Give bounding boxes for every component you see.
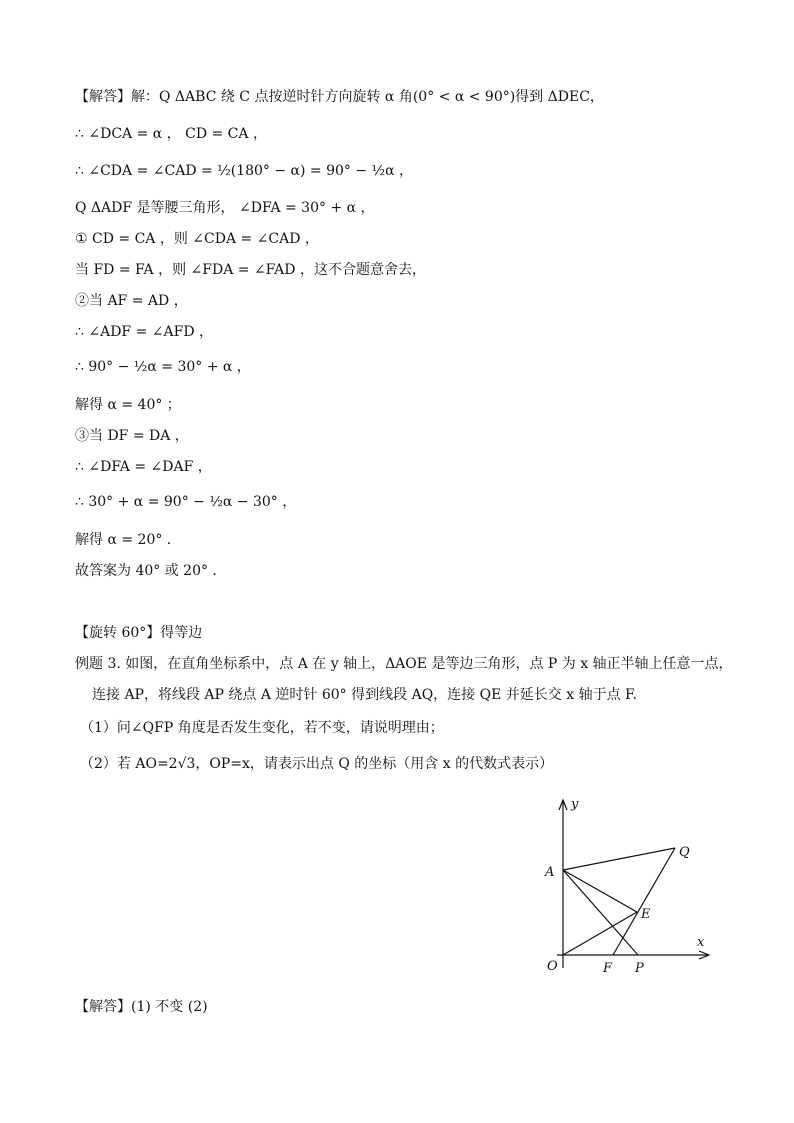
label-x: x bbox=[697, 935, 705, 950]
segment-AP bbox=[563, 870, 638, 955]
label-E: E bbox=[641, 907, 651, 922]
solution-line-11: ③当 DF = DA ， bbox=[75, 428, 189, 444]
solution-line-12: ∴ ∠DFA = ∠DAF ， bbox=[75, 459, 212, 475]
solution-line-10: 解得 α = 40° ； bbox=[75, 397, 181, 413]
segment-QF bbox=[613, 848, 675, 955]
solution-line-2: ∴ ∠DCA = α ， CD = CA ， bbox=[75, 126, 267, 142]
label-O: O bbox=[547, 959, 558, 974]
solution-line-8: ∴ ∠ADF = ∠AFD ， bbox=[75, 324, 213, 340]
label-y: y bbox=[571, 797, 579, 812]
solution-line-3: ∴ ∠CDA = ∠CAD = ½(180° − α) = 90° − ½α ， bbox=[75, 163, 414, 179]
label-Q: Q bbox=[679, 845, 690, 860]
label-F: F bbox=[603, 961, 613, 976]
label-A: A bbox=[545, 865, 555, 880]
segment-AQ bbox=[563, 848, 675, 870]
solution-line-14: 解得 α = 20° ． bbox=[75, 532, 181, 548]
solution-line-1: 【解答】解：Q ΔABC 绕 C 点按逆时针方向旋转 α 角(0° < α < 90°)得到 ΔDEC， bbox=[75, 89, 604, 105]
solution-line-6: 当 FD = FA ，则 ∠FDA = ∠FAD ，这不合题意舍去， bbox=[75, 262, 426, 278]
geometry-figure bbox=[535, 790, 725, 985]
question-2: （2）若 AO=2√3，OP=x，请表示出点 Q 的坐标（用含 x 的代数式表示） bbox=[80, 756, 554, 772]
example-line-1: 例题 3. 如图，在直角坐标系中，点 A 在 y 轴上，ΔAOE 是等边三角形，点 P 为 x 轴正半轴上任意一点， bbox=[75, 656, 733, 672]
label-P: P bbox=[635, 961, 644, 976]
example-line-2: 连接 AP，将线段 AP 绕点 A 逆时针 60° 得到线段 AQ，连接 QE 并延长交 x 轴于点 F. bbox=[92, 687, 638, 703]
solution-line-15: 故答案为 40° 或 20° ． bbox=[75, 563, 227, 579]
solution-line-13: ∴ 30° + α = 90° − ½α − 30° ， bbox=[75, 494, 297, 510]
question-1: （1）问∠QFP 角度是否发生变化，若不变，请说明理由； bbox=[80, 720, 444, 736]
segment-AE bbox=[563, 870, 637, 912]
solution-line-4: Q ΔADF 是等腰三角形， ∠DFA = 30° + α ， bbox=[75, 200, 375, 216]
solution-line-9: ∴ 90° − ½α = 30° + α ， bbox=[75, 359, 251, 375]
solution-line-5: ① CD = CA ，则 ∠CDA = ∠CAD ， bbox=[75, 231, 319, 247]
section-title: 【旋转 60°】得等边 bbox=[75, 625, 203, 641]
answer-line: 【解答】(1) 不变 (2) bbox=[75, 999, 208, 1015]
solution-line-7: ②当 AF = AD ， bbox=[75, 293, 188, 309]
